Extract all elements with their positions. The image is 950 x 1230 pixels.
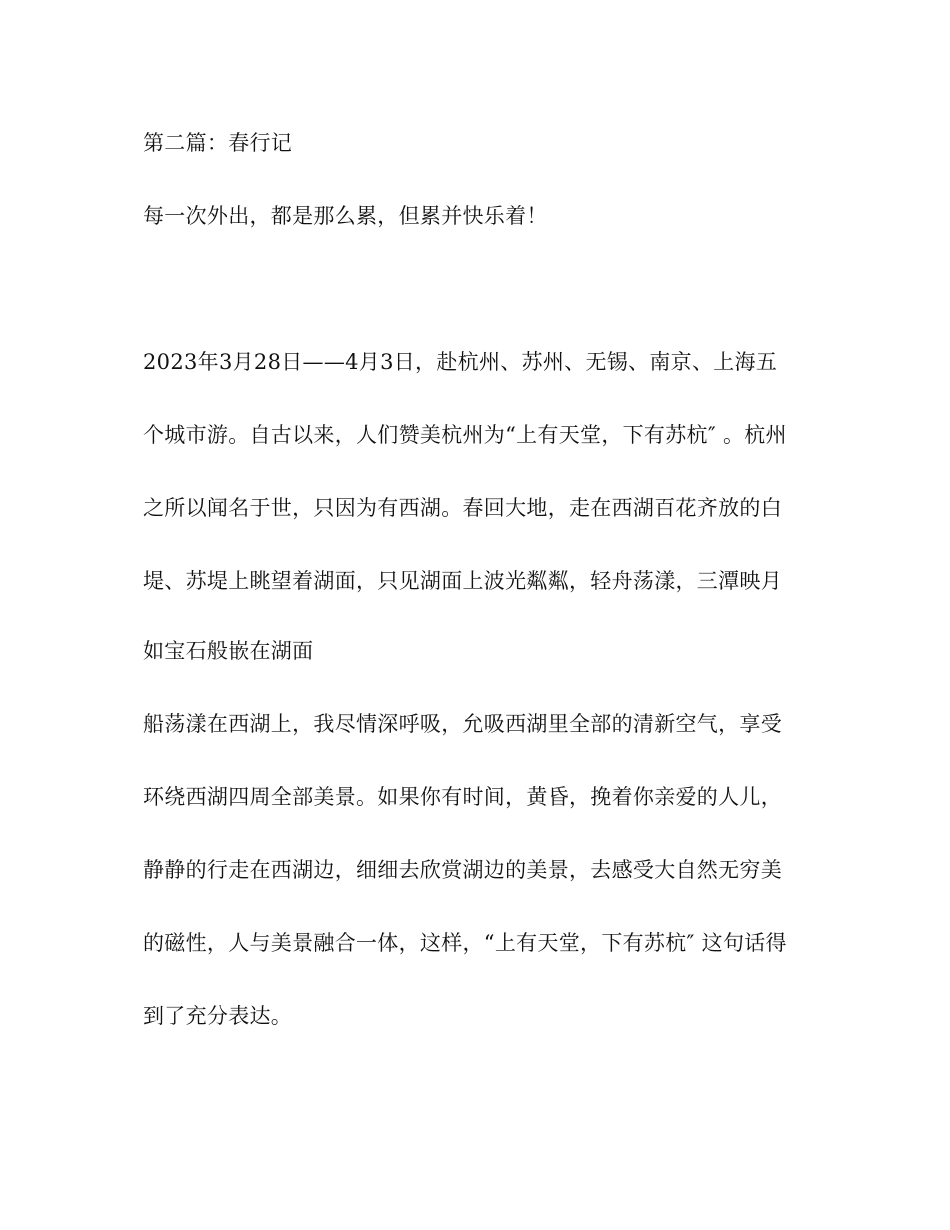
paragraph-line: 环绕西湖四周全部美景。如果你有时间，黄昏，挽着你亲爱的人儿， [143, 785, 782, 809]
paragraph-line: 之所以闻名于世，只因为有西湖。春回大地，走在西湖百花齐放的白 [143, 496, 782, 520]
document-title: 第二篇：春行记 [143, 131, 293, 155]
paragraph-line: 2023年3月28日——4月3日，赴杭州、苏州、无锡、南京、上海五 [143, 350, 778, 374]
document-subtitle: 每一次外出，都是那么累，但累并快乐着！ [143, 204, 548, 228]
paragraph-line: 船荡漾在西湖上，我尽情深呼吸，允吸西湖里全部的清新空气，享受 [143, 712, 782, 736]
paragraph-line: 静静的行走在西湖边，细细去欣赏湖边的美景，去感受大自然无穷美 [143, 858, 782, 882]
paragraph-line: 个城市游。自古以来，人们赞美杭州为“上有天堂，下有苏杭″ 。杭州 [143, 423, 787, 447]
paragraph-line: 如宝石般嵌在湖面 [143, 639, 314, 663]
paragraph-line: 到了充分表达。 [143, 1004, 293, 1028]
paragraph-line: 的磁性，人与美景融合一体，这样，“上有天堂，下有苏杭″ 这句话得 [143, 931, 787, 955]
paragraph-line: 堤、苏堤上眺望着湖面，只见湖面上波光粼粼，轻舟荡漾，三潭映月 [143, 569, 782, 593]
